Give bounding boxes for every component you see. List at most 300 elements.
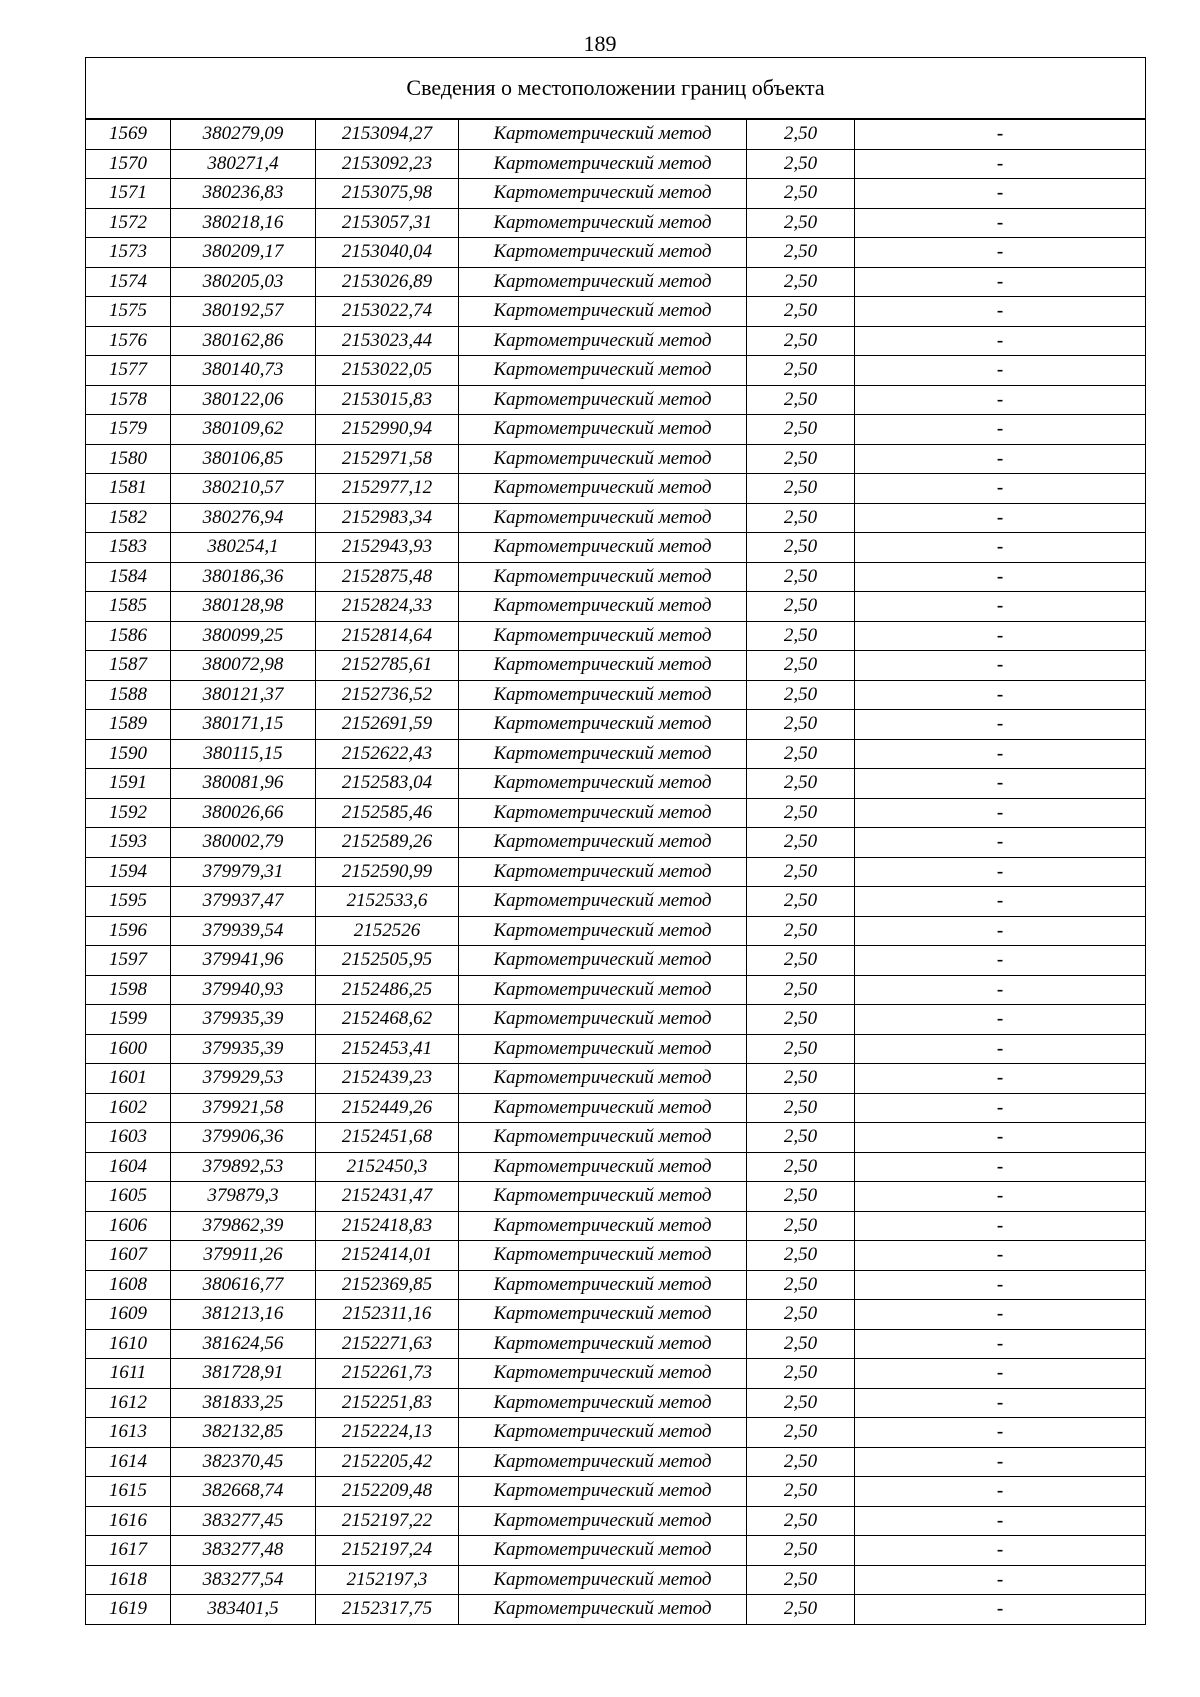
point-number-cell: 1613 [86,1418,171,1448]
table-row [86,651,1146,681]
y-coordinate-cell: 2152439,23 [316,1064,459,1094]
x-coordinate-cell: 380026,66 [171,798,316,828]
y-coordinate-cell: 2152197,22 [316,1506,459,1536]
x-coordinate-cell: 380271,4 [171,149,316,179]
y-coordinate-cell: 2152468,62 [316,1005,459,1035]
x-coordinate-cell: 380616,77 [171,1270,316,1300]
accuracy-cell: 2,50 [747,916,855,946]
point-number-cell: 1587 [86,651,171,681]
accuracy-cell: 2,50 [747,267,855,297]
y-coordinate-cell: 2152414,01 [316,1241,459,1271]
y-coordinate-cell: 2152943,93 [316,533,459,563]
method-cell: Картометрический метод [459,267,747,297]
accuracy-cell: 2,50 [747,710,855,740]
table-row [86,1329,1146,1359]
x-coordinate-cell: 380122,06 [171,385,316,415]
table-row [86,1506,1146,1536]
table-row [86,916,1146,946]
table-row [86,1005,1146,1035]
accuracy-cell: 2,50 [747,179,855,209]
note-cell: - [855,562,1146,592]
accuracy-cell: 2,50 [747,680,855,710]
x-coordinate-cell: 380162,86 [171,326,316,356]
point-number-cell: 1571 [86,179,171,209]
note-cell: - [855,1477,1146,1507]
y-coordinate-cell: 2152505,95 [316,946,459,976]
point-number-cell: 1592 [86,798,171,828]
note-cell: - [855,1359,1146,1389]
table-row [86,946,1146,976]
x-coordinate-cell: 379939,54 [171,916,316,946]
accuracy-cell: 2,50 [747,533,855,563]
note-cell: - [855,1182,1146,1212]
point-number-cell: 1604 [86,1152,171,1182]
point-number-cell: 1588 [86,680,171,710]
accuracy-cell: 2,50 [747,1300,855,1330]
point-number-cell: 1579 [86,415,171,445]
y-coordinate-cell: 2153022,74 [316,297,459,327]
note-cell: - [855,887,1146,917]
note-cell: - [855,444,1146,474]
y-coordinate-cell: 2153022,05 [316,356,459,386]
point-number-cell: 1601 [86,1064,171,1094]
method-cell: Картометрический метод [459,444,747,474]
accuracy-cell: 2,50 [747,1506,855,1536]
point-number-cell: 1599 [86,1005,171,1035]
x-coordinate-cell: 380210,57 [171,474,316,504]
note-cell: - [855,1536,1146,1566]
method-cell: Картометрический метод [459,1565,747,1595]
method-cell: Картометрический метод [459,916,747,946]
accuracy-cell: 2,50 [747,1536,855,1566]
accuracy-cell: 2,50 [747,1034,855,1064]
page-number: 189 [583,31,617,56]
accuracy-cell: 2,50 [747,1152,855,1182]
x-coordinate-cell: 381728,91 [171,1359,316,1389]
method-cell: Картометрический метод [459,119,747,149]
accuracy-cell: 2,50 [747,326,855,356]
table-row [86,533,1146,563]
x-coordinate-cell: 380254,1 [171,533,316,563]
x-coordinate-cell: 380128,98 [171,592,316,622]
note-cell: - [855,1300,1146,1330]
accuracy-cell: 2,50 [747,208,855,238]
method-cell: Картометрический метод [459,798,747,828]
method-cell: Картометрический метод [459,1536,747,1566]
y-coordinate-cell: 2152585,46 [316,798,459,828]
x-coordinate-cell: 380276,94 [171,503,316,533]
y-coordinate-cell: 2152533,6 [316,887,459,917]
method-cell: Картометрический метод [459,149,747,179]
note-cell: - [855,1152,1146,1182]
accuracy-cell: 2,50 [747,828,855,858]
point-number-cell: 1578 [86,385,171,415]
note-cell: - [855,1123,1146,1153]
accuracy-cell: 2,50 [747,1123,855,1153]
x-coordinate-cell: 379921,58 [171,1093,316,1123]
point-number-cell: 1614 [86,1447,171,1477]
table-row [86,385,1146,415]
note-cell: - [855,474,1146,504]
y-coordinate-cell: 2153040,04 [316,238,459,268]
point-number-cell: 1586 [86,621,171,651]
table-row [86,238,1146,268]
point-number-cell: 1602 [86,1093,171,1123]
table-row [86,1034,1146,1064]
table-row [86,1182,1146,1212]
point-number-cell: 1583 [86,533,171,563]
x-coordinate-cell: 380236,83 [171,179,316,209]
table-row [86,1093,1146,1123]
x-coordinate-cell: 379862,39 [171,1211,316,1241]
method-cell: Картометрический метод [459,1506,747,1536]
y-coordinate-cell: 2152977,12 [316,474,459,504]
note-cell: - [855,651,1146,681]
point-number-cell: 1577 [86,356,171,386]
y-coordinate-cell: 2152824,33 [316,592,459,622]
point-number-cell: 1610 [86,1329,171,1359]
point-number-cell: 1569 [86,119,171,149]
accuracy-cell: 2,50 [747,887,855,917]
note-cell: - [855,739,1146,769]
y-coordinate-cell: 2152785,61 [316,651,459,681]
x-coordinate-cell: 380121,37 [171,680,316,710]
method-cell: Картометрический метод [459,1388,747,1418]
y-coordinate-cell: 2152224,13 [316,1418,459,1448]
y-coordinate-cell: 2152526 [316,916,459,946]
note-cell: - [855,1064,1146,1094]
note-cell: - [855,592,1146,622]
table-row [86,1064,1146,1094]
table-row [86,1300,1146,1330]
point-number-cell: 1615 [86,1477,171,1507]
accuracy-cell: 2,50 [747,415,855,445]
note-cell: - [855,1093,1146,1123]
y-coordinate-cell: 2152453,41 [316,1034,459,1064]
x-coordinate-cell: 380140,73 [171,356,316,386]
y-coordinate-cell: 2152814,64 [316,621,459,651]
point-number-cell: 1574 [86,267,171,297]
table-row [86,179,1146,209]
note-cell: - [855,326,1146,356]
accuracy-cell: 2,50 [747,798,855,828]
accuracy-cell: 2,50 [747,975,855,1005]
method-cell: Картометрический метод [459,680,747,710]
point-number-cell: 1589 [86,710,171,740]
point-number-cell: 1581 [86,474,171,504]
y-coordinate-cell: 2152197,3 [316,1565,459,1595]
note-cell: - [855,710,1146,740]
y-coordinate-cell: 2152271,63 [316,1329,459,1359]
method-cell: Картометрический метод [459,326,747,356]
table-title: Сведения о местоположении границ объекта [86,58,1146,120]
accuracy-cell: 2,50 [747,149,855,179]
accuracy-cell: 2,50 [747,769,855,799]
x-coordinate-cell: 380218,16 [171,208,316,238]
point-number-cell: 1585 [86,592,171,622]
method-cell: Картометрический метод [459,1329,747,1359]
point-number-cell: 1584 [86,562,171,592]
table-row [86,1270,1146,1300]
method-cell: Картометрический метод [459,1477,747,1507]
table-row [86,1211,1146,1241]
accuracy-cell: 2,50 [747,297,855,327]
accuracy-cell: 2,50 [747,1064,855,1094]
point-number-cell: 1573 [86,238,171,268]
table-row [86,444,1146,474]
x-coordinate-cell: 379940,93 [171,975,316,1005]
y-coordinate-cell: 2153057,31 [316,208,459,238]
accuracy-cell: 2,50 [747,1211,855,1241]
table-row [86,975,1146,1005]
method-cell: Картометрический метод [459,828,747,858]
note-cell: - [855,415,1146,445]
point-number-cell: 1576 [86,326,171,356]
x-coordinate-cell: 380109,62 [171,415,316,445]
x-coordinate-cell: 382370,45 [171,1447,316,1477]
point-number-cell: 1595 [86,887,171,917]
table-row [86,1418,1146,1448]
note-cell: - [855,1447,1146,1477]
method-cell: Картометрический метод [459,1182,747,1212]
x-coordinate-cell: 380186,36 [171,562,316,592]
point-number-cell: 1606 [86,1211,171,1241]
table-row [86,1565,1146,1595]
y-coordinate-cell: 2152590,99 [316,857,459,887]
y-coordinate-cell: 2153092,23 [316,149,459,179]
y-coordinate-cell: 2152983,34 [316,503,459,533]
table-row [86,621,1146,651]
accuracy-cell: 2,50 [747,1418,855,1448]
method-cell: Картометрический метод [459,356,747,386]
table-row [86,1447,1146,1477]
accuracy-cell: 2,50 [747,1270,855,1300]
x-coordinate-cell: 380081,96 [171,769,316,799]
method-cell: Картометрический метод [459,1418,747,1448]
note-cell: - [855,1565,1146,1595]
table-row [86,474,1146,504]
x-coordinate-cell: 380072,98 [171,651,316,681]
accuracy-cell: 2,50 [747,474,855,504]
note-cell: - [855,1241,1146,1271]
x-coordinate-cell: 379935,39 [171,1034,316,1064]
y-coordinate-cell: 2152990,94 [316,415,459,445]
x-coordinate-cell: 379941,96 [171,946,316,976]
table-row [86,1595,1146,1625]
point-number-cell: 1608 [86,1270,171,1300]
point-number-cell: 1617 [86,1536,171,1566]
table-row [86,208,1146,238]
x-coordinate-cell: 382132,85 [171,1418,316,1448]
note-cell: - [855,1388,1146,1418]
note-cell: - [855,916,1146,946]
method-cell: Картометрический метод [459,562,747,592]
accuracy-cell: 2,50 [747,238,855,268]
note-cell: - [855,149,1146,179]
y-coordinate-cell: 2152431,47 [316,1182,459,1212]
table-row [86,1152,1146,1182]
x-coordinate-cell: 383277,48 [171,1536,316,1566]
point-number-cell: 1596 [86,916,171,946]
accuracy-cell: 2,50 [747,503,855,533]
table-row [86,828,1146,858]
accuracy-cell: 2,50 [747,1595,855,1625]
accuracy-cell: 2,50 [747,444,855,474]
method-cell: Картометрический метод [459,1064,747,1094]
method-cell: Картометрический метод [459,1005,747,1035]
note-cell: - [855,1005,1146,1035]
method-cell: Картометрический метод [459,1034,747,1064]
note-cell: - [855,1270,1146,1300]
table-row [86,562,1146,592]
y-coordinate-cell: 2152736,52 [316,680,459,710]
y-coordinate-cell: 2153015,83 [316,385,459,415]
accuracy-cell: 2,50 [747,562,855,592]
y-coordinate-cell: 2153026,89 [316,267,459,297]
note-cell: - [855,1329,1146,1359]
point-number-cell: 1619 [86,1595,171,1625]
accuracy-cell: 2,50 [747,1447,855,1477]
table-row [86,119,1146,149]
method-cell: Картометрический метод [459,1270,747,1300]
point-number-cell: 1616 [86,1506,171,1536]
table-row [86,297,1146,327]
method-cell: Картометрический метод [459,592,747,622]
point-number-cell: 1572 [86,208,171,238]
table-row [86,267,1146,297]
point-number-cell: 1590 [86,739,171,769]
y-coordinate-cell: 2152486,25 [316,975,459,1005]
x-coordinate-cell: 380106,85 [171,444,316,474]
table-row [86,1388,1146,1418]
method-cell: Картометрический метод [459,474,747,504]
method-cell: Картометрический метод [459,857,747,887]
table-row [86,592,1146,622]
accuracy-cell: 2,50 [747,1005,855,1035]
x-coordinate-cell: 379935,39 [171,1005,316,1035]
point-number-cell: 1598 [86,975,171,1005]
y-coordinate-cell: 2152418,83 [316,1211,459,1241]
x-coordinate-cell: 382668,74 [171,1477,316,1507]
x-coordinate-cell: 379911,26 [171,1241,316,1271]
x-coordinate-cell: 383277,45 [171,1506,316,1536]
table-row [86,1123,1146,1153]
x-coordinate-cell: 380171,15 [171,710,316,740]
point-number-cell: 1618 [86,1565,171,1595]
method-cell: Картометрический метод [459,1447,747,1477]
table-row [86,739,1146,769]
x-coordinate-cell: 379979,31 [171,857,316,887]
accuracy-cell: 2,50 [747,946,855,976]
x-coordinate-cell: 380115,15 [171,739,316,769]
method-cell: Картометрический метод [459,739,747,769]
y-coordinate-cell: 2152317,75 [316,1595,459,1625]
table-row [86,149,1146,179]
point-number-cell: 1575 [86,297,171,327]
table-header-row [86,58,1146,120]
x-coordinate-cell: 381833,25 [171,1388,316,1418]
y-coordinate-cell: 2152583,04 [316,769,459,799]
accuracy-cell: 2,50 [747,1565,855,1595]
point-number-cell: 1600 [86,1034,171,1064]
x-coordinate-cell: 379929,53 [171,1064,316,1094]
x-coordinate-cell: 379906,36 [171,1123,316,1153]
point-number-cell: 1591 [86,769,171,799]
table-row [86,769,1146,799]
accuracy-cell: 2,50 [747,1388,855,1418]
note-cell: - [855,238,1146,268]
accuracy-cell: 2,50 [747,651,855,681]
note-cell: - [855,208,1146,238]
y-coordinate-cell: 2152691,59 [316,710,459,740]
note-cell: - [855,975,1146,1005]
note-cell: - [855,1034,1146,1064]
note-cell: - [855,621,1146,651]
method-cell: Картометрический метод [459,946,747,976]
y-coordinate-cell: 2152251,83 [316,1388,459,1418]
table-row [86,710,1146,740]
y-coordinate-cell: 2152622,43 [316,739,459,769]
note-cell: - [855,385,1146,415]
point-number-cell: 1611 [86,1359,171,1389]
method-cell: Картометрический метод [459,415,747,445]
method-cell: Картометрический метод [459,769,747,799]
y-coordinate-cell: 2152449,26 [316,1093,459,1123]
note-cell: - [855,533,1146,563]
note-cell: - [855,1595,1146,1625]
table-row [86,356,1146,386]
accuracy-cell: 2,50 [747,857,855,887]
table-row [86,798,1146,828]
y-coordinate-cell: 2152369,85 [316,1270,459,1300]
table-row [86,415,1146,445]
y-coordinate-cell: 2152589,26 [316,828,459,858]
accuracy-cell: 2,50 [747,621,855,651]
note-cell: - [855,356,1146,386]
y-coordinate-cell: 2152261,73 [316,1359,459,1389]
y-coordinate-cell: 2152311,16 [316,1300,459,1330]
method-cell: Картометрический метод [459,710,747,740]
table-row [86,1536,1146,1566]
table-row [86,680,1146,710]
point-number-cell: 1570 [86,149,171,179]
x-coordinate-cell: 380279,09 [171,119,316,149]
point-number-cell: 1609 [86,1300,171,1330]
x-coordinate-cell: 379892,53 [171,1152,316,1182]
y-coordinate-cell: 2152205,42 [316,1447,459,1477]
method-cell: Картометрический метод [459,179,747,209]
y-coordinate-cell: 2153023,44 [316,326,459,356]
method-cell: Картометрический метод [459,385,747,415]
x-coordinate-cell: 380192,57 [171,297,316,327]
accuracy-cell: 2,50 [747,1182,855,1212]
y-coordinate-cell: 2152209,48 [316,1477,459,1507]
accuracy-cell: 2,50 [747,1093,855,1123]
x-coordinate-cell: 381624,56 [171,1329,316,1359]
boundary-coordinates-table [85,57,1146,1625]
table-row [86,326,1146,356]
table-body [86,119,1146,1624]
note-cell: - [855,1211,1146,1241]
point-number-cell: 1580 [86,444,171,474]
method-cell: Картометрический метод [459,1241,747,1271]
method-cell: Картометрический метод [459,533,747,563]
point-number-cell: 1603 [86,1123,171,1153]
note-cell: - [855,946,1146,976]
point-number-cell: 1605 [86,1182,171,1212]
method-cell: Картометрический метод [459,1152,747,1182]
x-coordinate-cell: 379879,3 [171,1182,316,1212]
